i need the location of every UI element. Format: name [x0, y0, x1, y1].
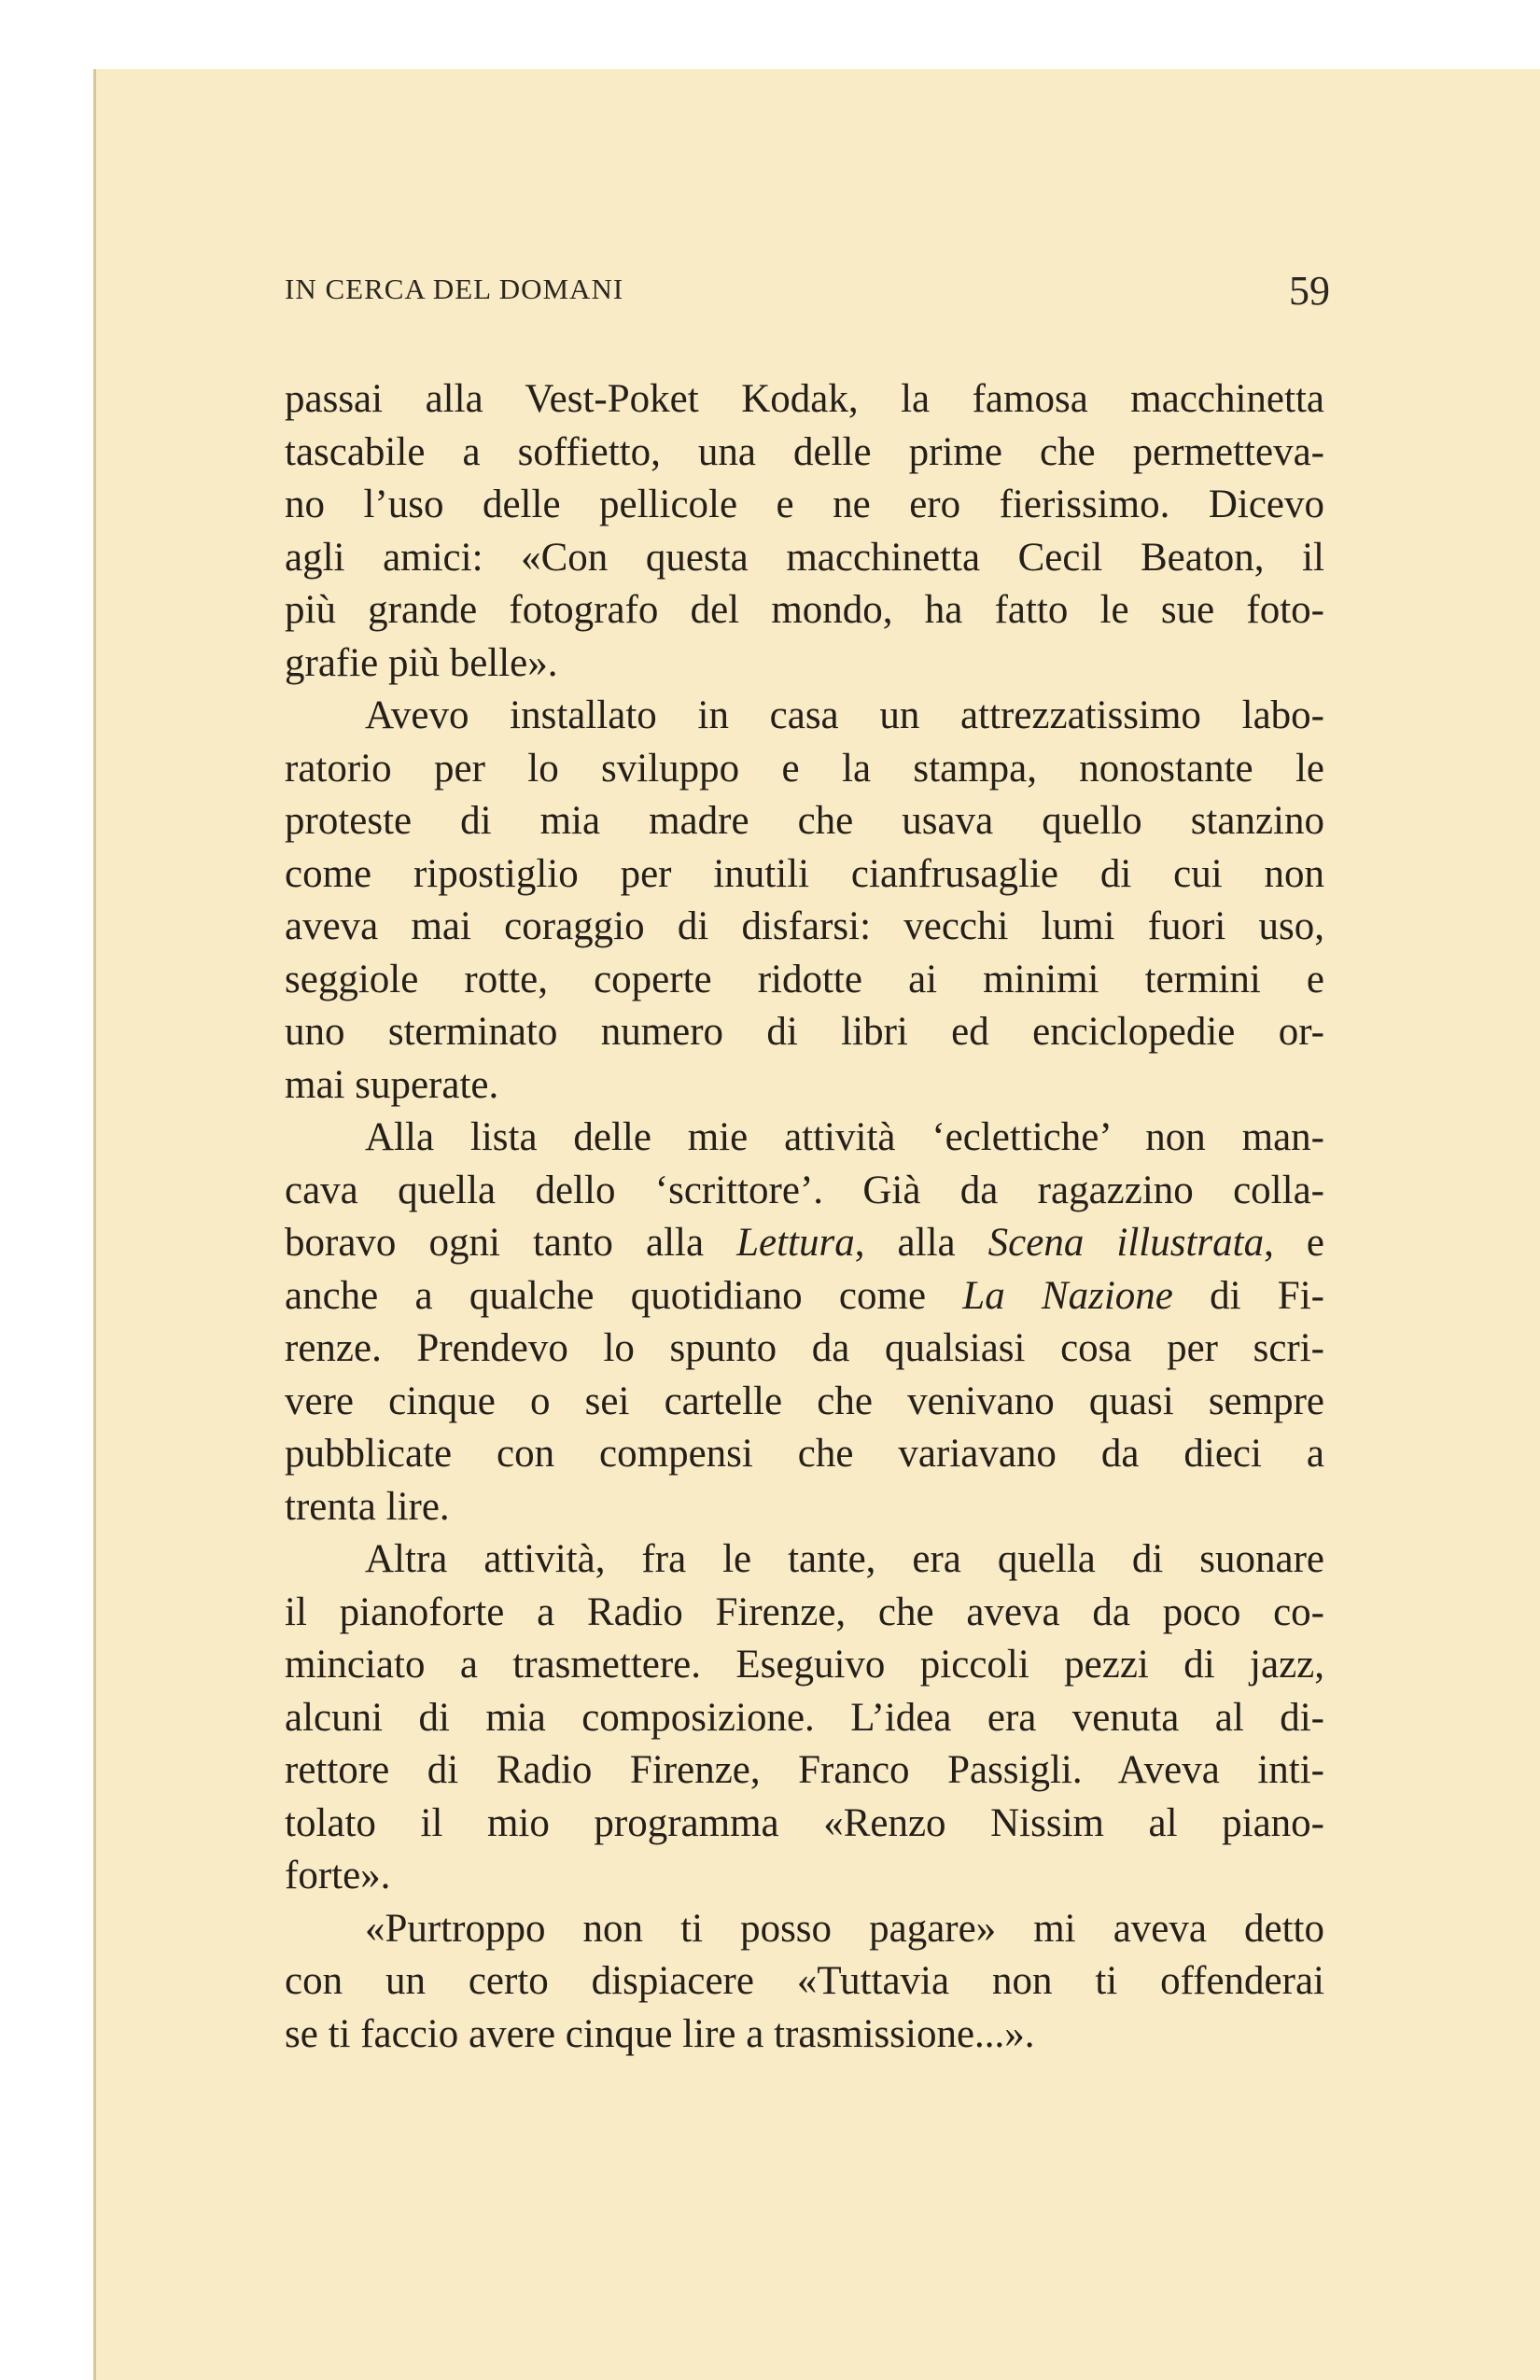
text-line: alcuni di mia composizione. L’idea era venuta al di-	[285, 1695, 1324, 1740]
text-line: aveva mai coraggio di disfarsi: vecchi lumi fuori uso,	[285, 904, 1324, 948]
text-line	[285, 1217, 1324, 1270]
running-header	[285, 268, 1330, 317]
text-line	[285, 1270, 1324, 1323]
text-line: minciato a trasmettere. Eseguivo piccoli pezzi di jazz,	[285, 1643, 1324, 1687]
text-segment: anche a qualche quotidiano come	[285, 1273, 963, 1318]
text-line: «Purtroppo non ti posso pagare» mi aveva detto	[365, 1906, 1324, 1951]
text-line: rettore di Radio Firenze, Franco Passigli. Aveva inti-	[285, 1748, 1324, 1792]
text-segment: di Fi-	[1172, 1273, 1324, 1318]
text-line: proteste di mia madre che usava quello stanzino	[285, 799, 1324, 843]
text-line: con un certo dispiacere «Tuttavia non ti offenderai	[285, 1959, 1324, 2003]
text-line: se ti faccio avere cinque lire a trasmissione...».	[285, 2011, 1035, 2056]
text-line: più grande fotografo del mondo, ha fatto le sue foto-	[285, 588, 1324, 632]
italic-title: Lettura	[736, 1221, 855, 1265]
text-segment: , e	[1264, 1221, 1324, 1265]
page-number: 59	[1289, 268, 1330, 314]
text-line: seggiole rotte, coperte ridotte ai minimi termini e	[285, 957, 1324, 1001]
text-line: trenta lire.	[285, 1484, 450, 1529]
italic-title: La Nazione	[962, 1273, 1173, 1318]
text-segment: boravo ogni tanto alla	[285, 1221, 737, 1265]
text-line: pubblicate con compensi che variavano da dieci a	[285, 1432, 1324, 1476]
body-text	[285, 373, 1324, 2061]
text-line: passai alla Vest-Poket Kodak, la famosa macchinetta	[285, 377, 1324, 421]
text-line: tascabile a soffietto, una delle prime che permetteva-	[285, 429, 1324, 474]
text-line: renze. Prendevo lo spunto da qualsiasi cosa per scri-	[285, 1326, 1324, 1370]
text-segment: , alla	[854, 1221, 988, 1265]
text-line: tolato il mio programma «Renzo Nissim al piano-	[285, 1800, 1324, 1845]
text-line: uno sterminato numero di libri ed enciclopedie or-	[285, 1010, 1324, 1054]
text-line: mai superate.	[285, 1062, 499, 1107]
text-line: no l’uso delle pellicole e ne ero fierissimo. Dicevo	[285, 483, 1324, 526]
italic-title: Scena illustrata	[987, 1221, 1265, 1265]
text-line: vere cinque o sei cartelle che venivano quasi sempre	[285, 1379, 1324, 1423]
text-line: Avevo installato in casa un attrezzatissimo labo-	[365, 693, 1324, 737]
running-title: IN CERCA DEL DOMANI	[285, 273, 624, 305]
text-line: agli amici: «Con questa macchinetta Cecil Beaton, il	[285, 535, 1324, 580]
text-line: ratorio per lo sviluppo e la stampa, nonostante le	[285, 746, 1324, 791]
text-line: Alla lista delle mie attività ‘eclettiche’ non man-	[365, 1115, 1324, 1159]
text-line: cava quella dello ‘scrittore’. Già da ragazzino colla-	[285, 1168, 1324, 1212]
text-line: grafie più belle».	[285, 640, 558, 685]
text-line: Altra attività, fra le tante, era quella di suonare	[365, 1537, 1324, 1581]
text-line: il pianoforte a Radio Firenze, che aveva da poco co-	[285, 1589, 1324, 1634]
text-line: come ripostiglio per inutili cianfrusaglie di cui non	[285, 851, 1324, 896]
text-line: forte».	[285, 1854, 391, 1897]
